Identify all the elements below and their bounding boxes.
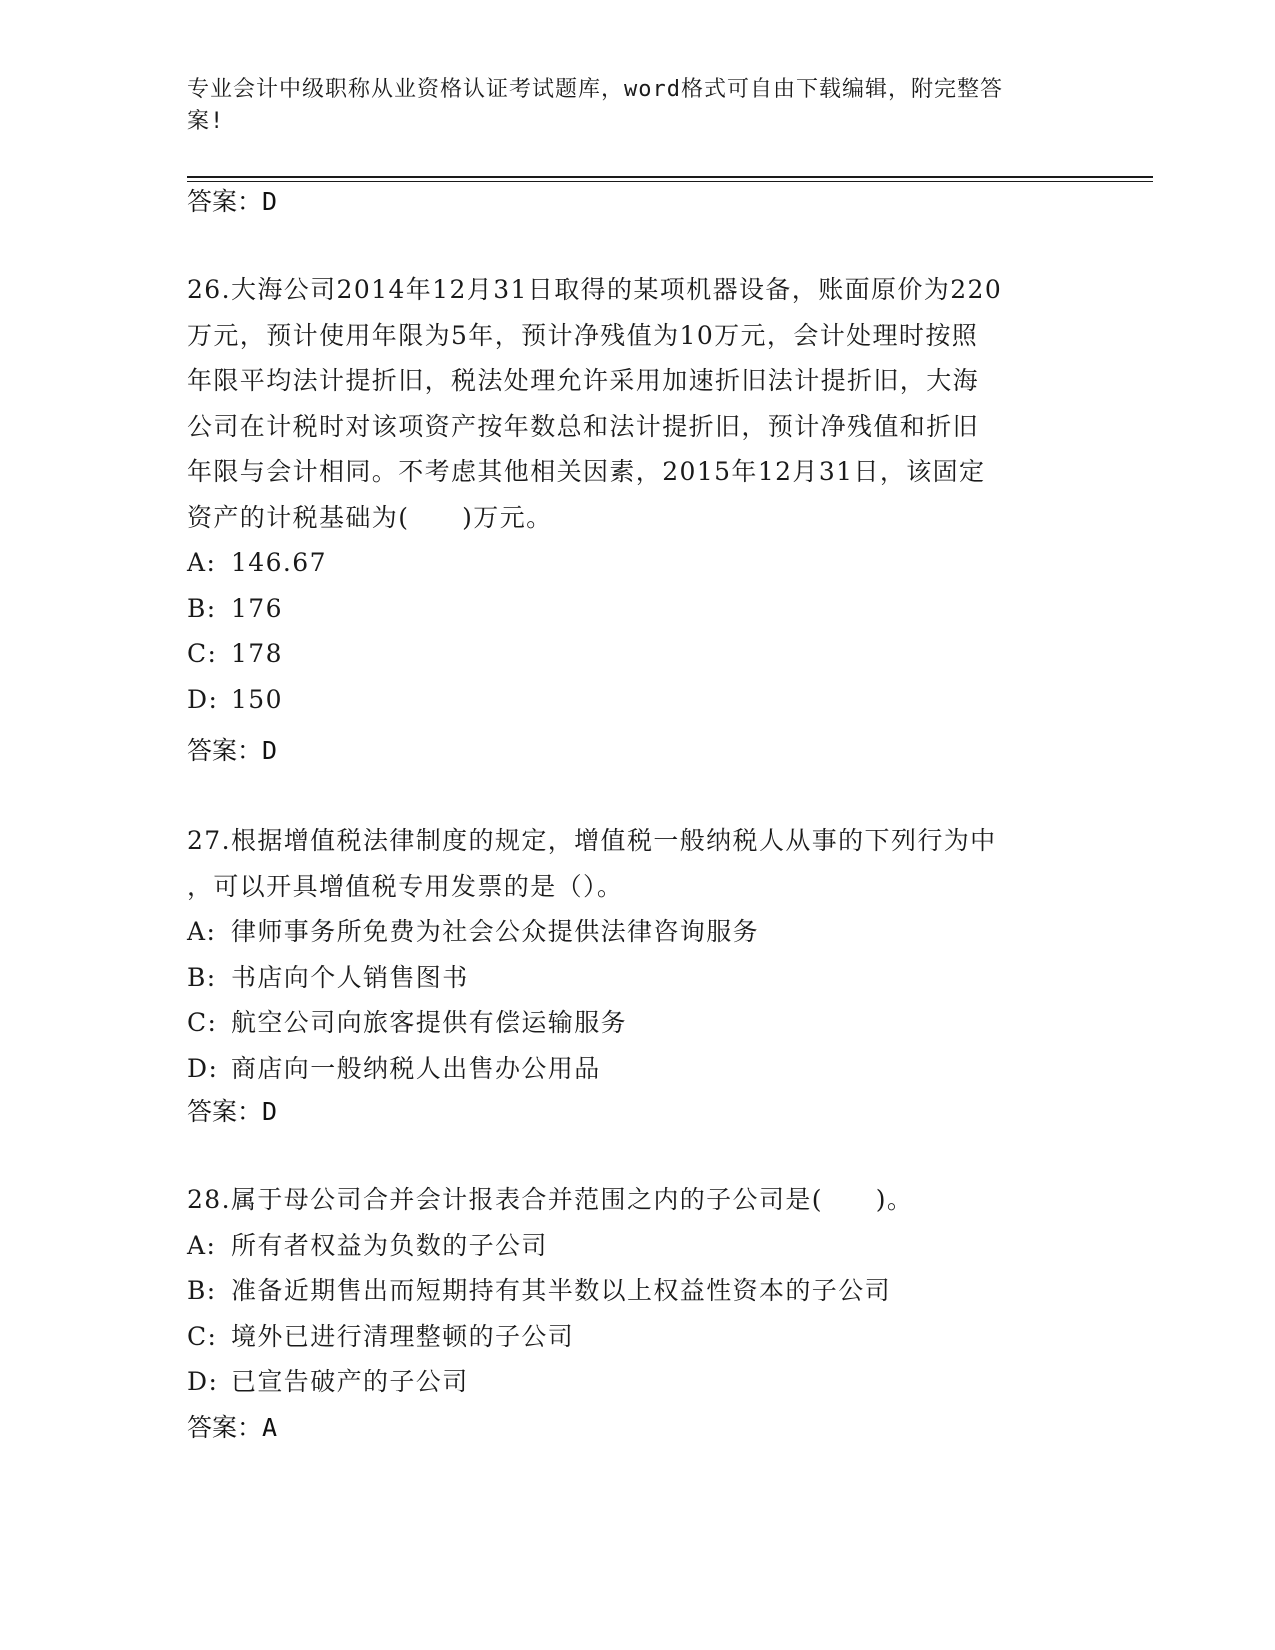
question-27 [187,818,1087,1091]
question-26 [187,267,1087,722]
question-line: 公司在计税时对该项资产按年数总和法计提折旧，预计净残值和折旧 [187,411,980,441]
header-rule-thick [187,176,1153,178]
header-line-1: 专业会计中级职称从业资格认证考试题库，word格式可自由下载编辑，附完整答 [187,77,1003,102]
option-key: C: [187,1321,218,1351]
option-key: A: [187,917,217,946]
option-c [187,1000,1087,1046]
option-text: 146.67 [231,548,327,577]
header-rule-thin [187,181,1153,182]
option-text: 150 [231,684,283,714]
option-key: D: [187,1053,219,1083]
option-key: C: [187,639,218,668]
option-text: 境外已进行清理整顿的子公司 [231,1321,575,1351]
option-key: D: [187,1367,219,1396]
answer-value: A [262,1413,278,1442]
option-text: 已宣告破产的子公司 [231,1367,469,1396]
question-line: 年限平均法计提折旧，税法处理允许采用加速折旧法计提折旧，大海 [187,366,980,395]
option-text: 所有者权益为负数的子公司 [231,1230,548,1260]
option-d [187,1046,1087,1092]
option-text: 176 [231,593,283,623]
option-d [187,677,1087,723]
answer-value: D [262,187,278,216]
option-text: 商店向一般纳税人出售办公用品 [231,1053,601,1083]
header-line-2: 案! [187,109,225,134]
option-c [187,1314,1087,1360]
question-line: 万元，预计使用年限为5年，预计净残值为10万元，会计处理时按照 [187,320,979,350]
option-key: B: [187,962,217,992]
question-line: ，可以开具增值税专用发票的是（）。 [187,871,624,901]
option-key: C: [187,1008,218,1037]
answer-value: D [262,1097,278,1126]
answer-28 [187,1412,277,1444]
question-28 [187,1177,1087,1405]
answer-27 [187,1096,277,1128]
option-key: A: [187,1230,217,1260]
option-c [187,631,1087,677]
option-text: 律师事务所免费为社会公众提供法律咨询服务 [231,917,760,946]
answer-label: 答案： [187,736,263,765]
question-line: 资产的计税基础为( )万元。 [187,502,553,532]
option-b [187,955,1087,1001]
page-header [187,74,1067,138]
answer-label: 答案： [187,1413,263,1442]
option-text: 书店向个人销售图书 [231,962,469,992]
option-key: D: [187,684,219,714]
question-line: 28.属于母公司合并会计报表合并范围之内的子公司是( )。 [187,1185,914,1214]
option-d [187,1359,1087,1405]
question-line: 27.根据增值税法律制度的规定，增值税一般纳税人从事的下列行为中 [187,826,997,855]
option-key: A: [187,548,217,577]
option-b [187,586,1087,632]
option-text: 准备近期售出而短期持有其半数以上权益性资本的子公司 [231,1276,892,1305]
option-a [187,1223,1087,1269]
answer-label: 答案： [187,1097,263,1126]
answer-label: 答案： [187,187,263,216]
answer-value: D [262,736,278,765]
option-text: 178 [231,639,283,668]
question-line: 年限与会计相同。不考虑其他相关因素，2015年12月31日，该固定 [187,457,986,486]
option-a [187,909,1087,955]
option-key: B: [187,593,217,623]
question-line: 26.大海公司2014年12月31日取得的某项机器设备，账面原价为220 [187,275,1003,304]
answer-previous [187,186,277,218]
answer-26 [187,735,277,767]
option-key: B: [187,1276,217,1305]
option-a [187,540,1087,586]
option-text: 航空公司向旅客提供有偿运输服务 [231,1008,628,1037]
option-b [187,1268,1087,1314]
